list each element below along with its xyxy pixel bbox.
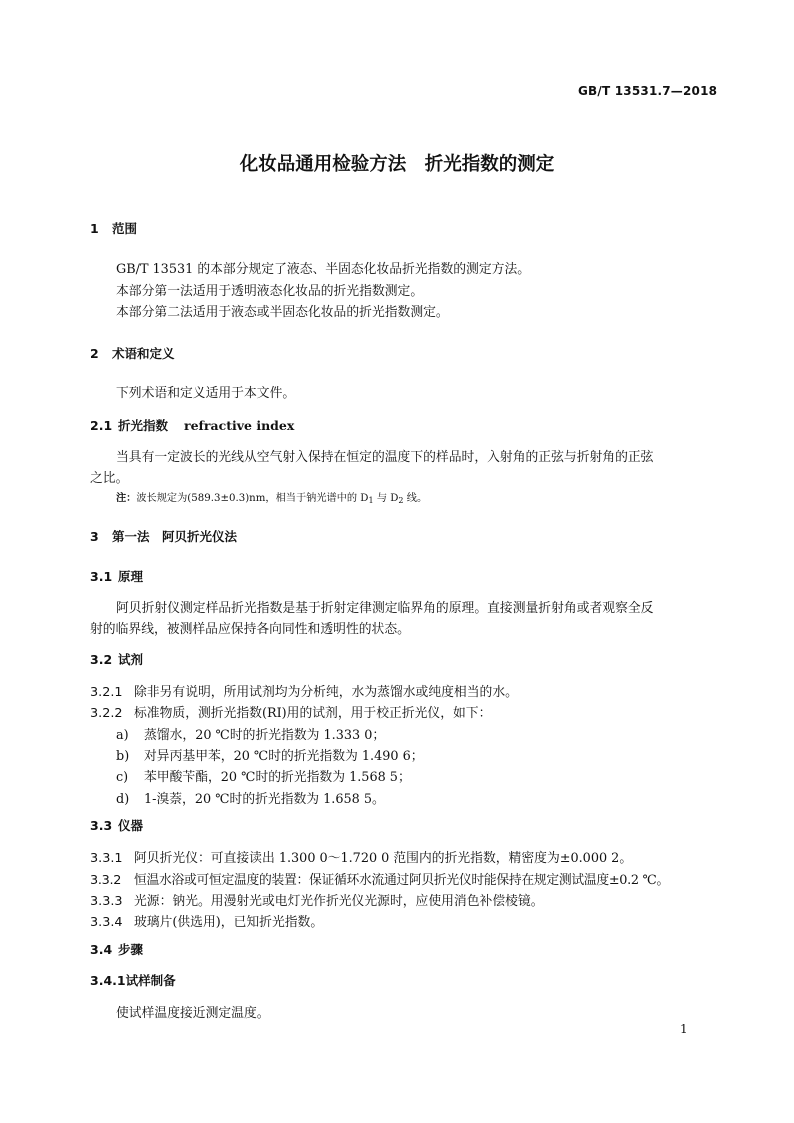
list-marker: b) — [116, 749, 130, 764]
section-1-heading — [90, 219, 137, 237]
section-number: 2.1 — [90, 418, 113, 433]
clause-text: 标准物质，测折光指数(RI)用的试剂，用于校正折光仪，如下： — [134, 706, 492, 721]
clause-number: 3.3.1 — [90, 851, 123, 866]
clause-number: 3.2.1 — [90, 685, 123, 700]
section-number: 3.4 — [90, 942, 113, 957]
list-item — [116, 788, 385, 807]
list-item — [116, 724, 385, 743]
term-english: refractive index — [184, 418, 295, 433]
clause-3-2-1 — [90, 681, 518, 700]
section-number: 2 — [90, 346, 99, 361]
clause-number: 3.3.2 — [90, 873, 122, 888]
note-text: 线。 — [403, 493, 428, 504]
clause-text: 除非另有说明，所用试剂均为分析纯，水为蒸馏水或纯度相当的水。 — [134, 685, 518, 700]
section-title: 步骤 — [118, 942, 144, 957]
note — [116, 489, 427, 505]
section-number: 3.3 — [90, 818, 113, 833]
section-title: 范围 — [112, 221, 138, 236]
list-text: 苯甲酸苄酯，20 ℃时的折光指数为 1.568 5； — [144, 770, 411, 785]
note-label: 注： — [116, 493, 137, 504]
section-2-1-heading — [90, 416, 294, 434]
list-marker: d) — [116, 792, 130, 807]
section-3-4-1-heading — [90, 971, 176, 989]
paragraph: 使试样温度接近测定温度。 — [116, 1006, 270, 1021]
definition-line: 之比。 — [90, 471, 129, 486]
section-3-heading — [90, 527, 237, 545]
clause-3-3-3 — [90, 890, 544, 909]
clause-number: 3.2.2 — [90, 706, 123, 721]
paragraph: 本部分第一法适用于透明液态化妆品的折光指数测定。 — [116, 284, 424, 299]
section-3-3-heading — [90, 816, 143, 834]
section-number: 3.4.1 — [90, 973, 126, 988]
clause-3-3-2 — [90, 869, 669, 888]
definition-line: 当具有一定波长的光线从空气射入保持在恒定的温度下的样品时，入射角的正弦与折射角的正弦 — [116, 450, 654, 465]
document-title: 化妆品通用检验方法 折光指数的测定 — [239, 154, 555, 175]
list-item — [116, 766, 411, 785]
paragraph: GB/T 13531 的本部分规定了液态、半固态化妆品折光指数的测定方法。 — [116, 262, 531, 277]
section-number: 3.2 — [90, 652, 113, 667]
clause-3-3-4 — [90, 911, 323, 930]
note-text: 与 D — [373, 493, 399, 504]
clause-text: 玻璃片(供选用)，已知折光指数。 — [134, 915, 324, 930]
paragraph: 本部分第二法适用于液态或半固态化妆品的折光指数测定。 — [116, 305, 449, 320]
list-text: 对异丙基甲苯，20 ℃时的折光指数为 1.490 6； — [144, 749, 424, 764]
page-number: 1 — [680, 1022, 688, 1036]
paragraph-line: 阿贝折射仪测定样品折光指数是基于折射定律测定临界角的原理。直接测量折射角或者观察全反 — [116, 601, 654, 616]
list-marker: c) — [116, 770, 129, 785]
note-text: 波长规定为(589.3±0.3)nm，相当于钠光谱中的 D — [136, 493, 369, 504]
clause-number: 3.3.4 — [90, 915, 123, 930]
section-number: 3 — [90, 529, 99, 544]
section-title: 试剂 — [118, 652, 144, 667]
list-text: 蒸馏水，20 ℃时的折光指数为 1.333 0； — [144, 728, 386, 743]
section-title: 仪器 — [118, 818, 144, 833]
clause-3-2-2 — [90, 702, 491, 721]
list-marker: a) — [116, 728, 129, 743]
paragraph-line: 射的临界线，被测样品应保持各向同性和透明性的状态。 — [90, 622, 410, 637]
section-3-4-heading — [90, 940, 143, 958]
section-title: 原理 — [118, 569, 144, 584]
standard-number: GB/T 13531.7—2018 — [578, 84, 718, 98]
section-3-2-heading — [90, 650, 143, 668]
section-3-1-heading — [90, 567, 143, 585]
section-title: 试样制备 — [125, 973, 176, 988]
section-title: 第一法 阿贝折光仪法 — [112, 529, 238, 544]
paragraph: 下列术语和定义适用于本文件。 — [116, 386, 296, 401]
list-text: 1-溴萘，20 ℃时的折光指数为 1.658 5。 — [144, 792, 385, 807]
section-title: 术语和定义 — [112, 346, 175, 361]
clause-text: 阿贝折光仪：可直接读出 1.300 0～1.720 0 范围内的折光指数，精密度为±0.000 2。 — [134, 851, 633, 866]
section-number: 1 — [90, 221, 99, 236]
clause-text: 恒温水浴或可恒定温度的装置：保证循环水流通过阿贝折光仪时能保持在规定测试温度±0.2 ℃。 — [134, 873, 670, 888]
section-number: 3.1 — [90, 569, 113, 584]
list-item — [116, 745, 424, 764]
note-subscript: 1 — [368, 496, 374, 505]
section-2-heading — [90, 344, 175, 362]
clause-text: 光源：钠光。用漫射光或电灯光作折光仪光源时，应使用消色补偿棱镜。 — [134, 894, 544, 909]
clause-3-3-1 — [90, 847, 632, 866]
note-subscript: 2 — [398, 496, 404, 505]
clause-number: 3.3.3 — [90, 894, 123, 909]
term-title: 折光指数 — [118, 418, 169, 433]
